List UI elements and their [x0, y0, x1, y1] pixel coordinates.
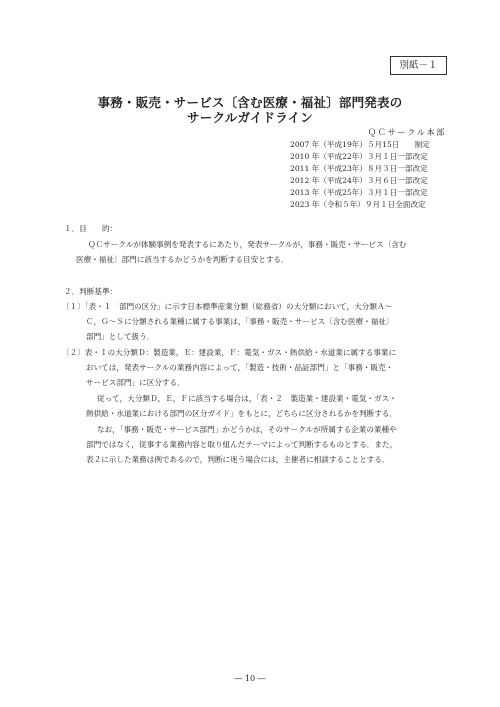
criteria-paragraph-line: なお，「事務・販売・サービス部門」かどうかは，そのサークルが所属する企業の業種や — [97, 425, 397, 434]
revision-history — [290, 139, 430, 211]
criteria-item2-line: サービス部門」に区分する． — [86, 378, 185, 387]
criteria-item1-line: 〔１〕「表・１ 部門の区分」に示す日本標準産業分類（総務省）の大分類において，大分類Ａ～ — [62, 302, 393, 311]
annex-label: 別紙－１ — [390, 56, 447, 75]
section1-line: ＱＣサークルが体験事例を発表するにあたり，発表サークルが，事務・販売・サービス〔含む — [88, 240, 407, 249]
criteria-paragraph-line: 表２に示した業務は例であるので，判断に迷う場合には，主催者に相談することとする． — [86, 455, 390, 464]
revision-entry: 2023 年（令和５年）９月１日全面改定 — [290, 200, 426, 209]
revision-entry: 2010 年（平成22年）３月１日一部改定 — [290, 152, 428, 161]
document-title-line1: 事務・販売・サービス〔含む医療・福祉〕部門発表の — [97, 95, 403, 110]
criteria-item1-line: Ｃ，Ｇ～Ｓに分類される業種に属する事業は，「事務・販売・サービス〔含む医療・福祉〕 — [86, 317, 394, 326]
criteria-paragraph-line: 部門ではなく，従事する業務内容と取り組んだテーマによって判断するものとする．また， — [86, 440, 398, 449]
page-number: ― 10 ― — [234, 674, 266, 683]
revision-entry: 2012 年（平成24年）３月６日一部改定 — [290, 176, 428, 185]
revision-entry: 2011 年（平成23年）８月３日一部改定 — [290, 164, 428, 173]
section2-heading: ２．判断基準： — [64, 287, 118, 296]
document-title-line2: サークルガイドライン — [187, 110, 313, 125]
criteria-item2-line: おいては，発表サークルの業務内容によって，「製造・技術・品証部門」と「事務・販売・ — [86, 363, 394, 372]
criteria-paragraph-line: 熱供給・水道業における部門の区分ガイド」をもとに，どちらに区分されるかを判断する． — [86, 409, 398, 418]
revision-entry: 2013 年（平成25年）３月１日一部改定 — [290, 188, 428, 197]
criteria-paragraph-line: 従って，大分類Ｄ，Ｅ，Ｆに該当する場合は，「表・２ 製造業・建設業・電気・ガス・ — [97, 394, 397, 403]
criteria-item1-line: 部門」として扱う． — [86, 332, 155, 341]
issuer: ＱＣサークル本部 — [368, 127, 447, 137]
criteria-item2-line: 〔２〕表・１の大分類Ｄ：製造業，Ｅ：建設業，Ｆ：電気・ガス・熱供給・水道業に属する事業に — [62, 348, 397, 357]
section1-line: 医療・福祉〕部門に該当するかどうかを判断する目安とする． — [76, 255, 289, 264]
section1-heading: １．目 的： — [64, 224, 118, 233]
revision-entry: 2007 年（平成19年）５月15日 制定 — [290, 140, 430, 149]
